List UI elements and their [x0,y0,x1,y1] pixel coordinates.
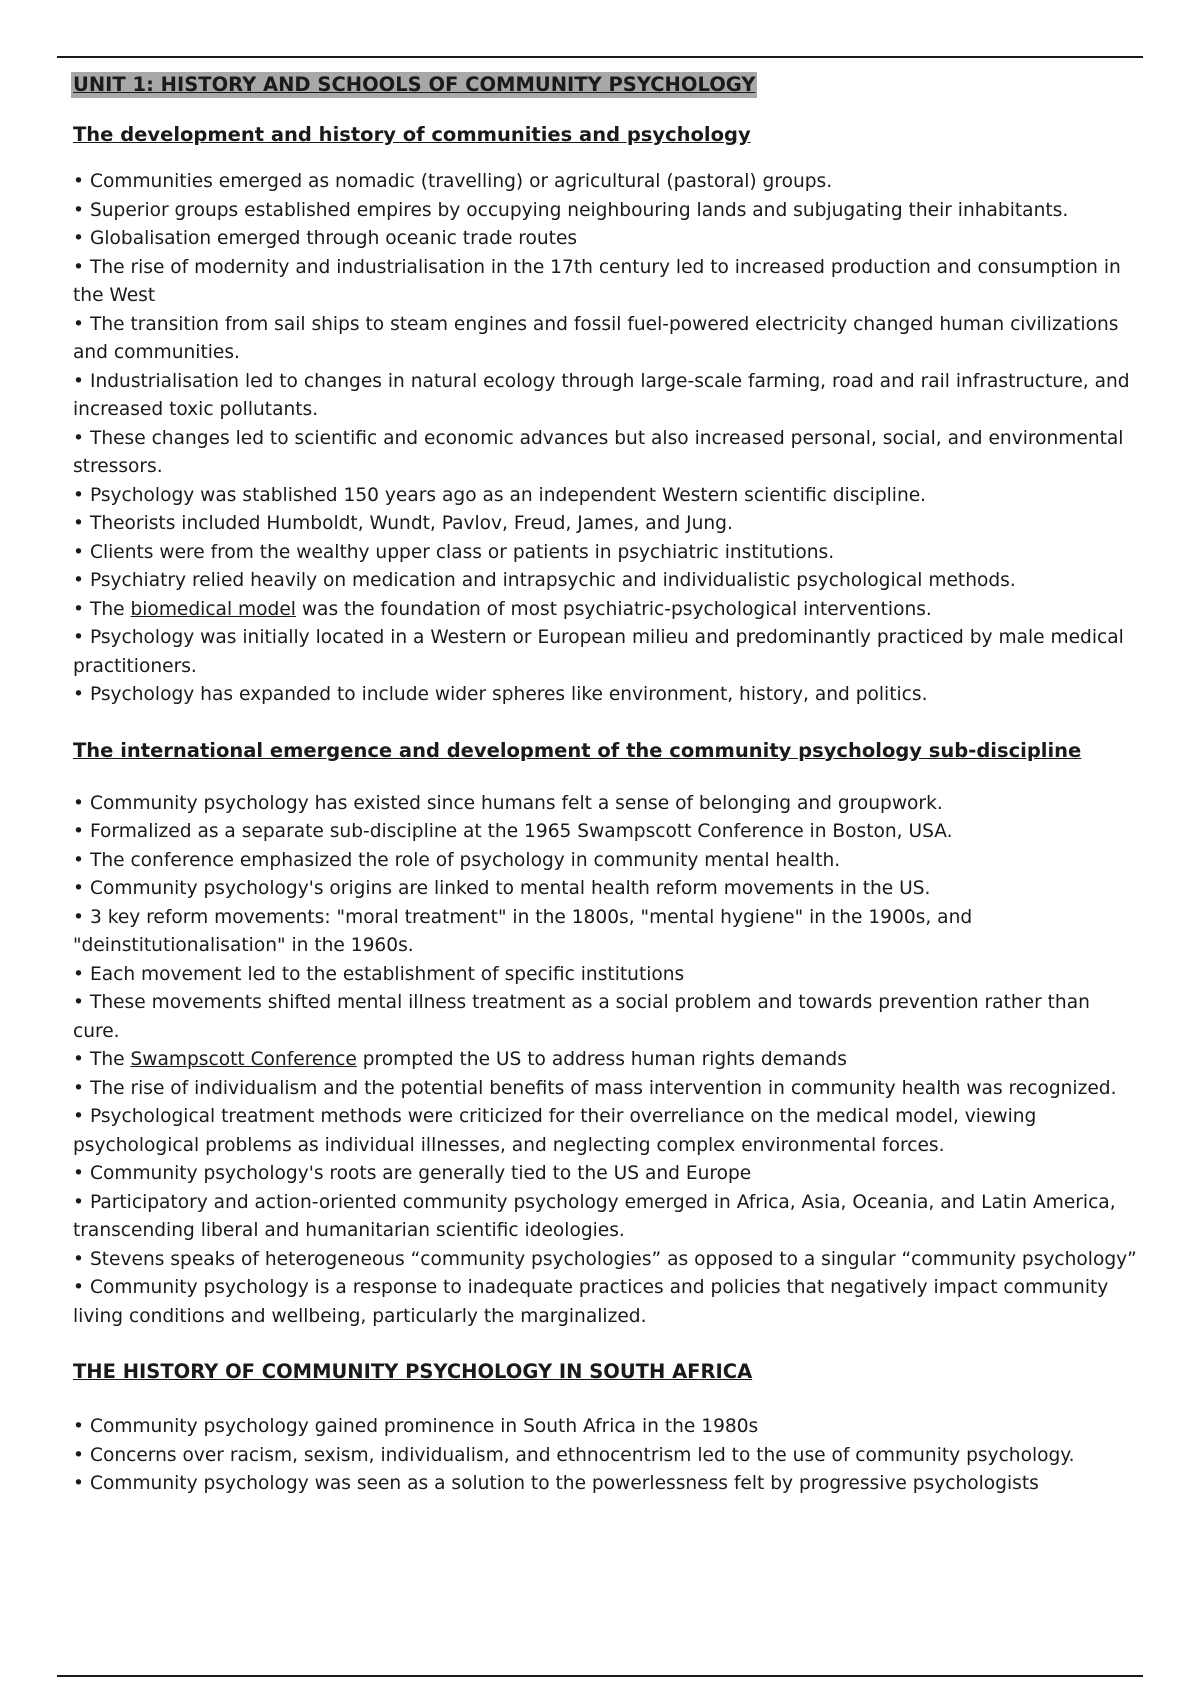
document-page [73,72,1138,1499]
bullet-icon: • [73,484,84,506]
bullet-icon: • [73,427,84,449]
bullet-text: The conference emphasized the role of psychology in community mental health. [89,849,841,871]
underlined-term: Swampscott Conference [130,1049,357,1070]
bullet-item [73,225,1138,254]
bullet-text: The rise of individualism and the potential benefits of mass intervention in community health was recognized. [89,1077,1117,1099]
bullet-icon: • [73,171,84,192]
bullet-text: Concerns over racism, sexism, individualism, and ethnocentrism led to the use of community psychology. [89,1444,1075,1466]
bullet-icon: • [73,878,84,899]
bullet-item [73,681,1138,710]
bullet-item [73,1470,1138,1499]
bullet-icon: • [73,541,84,563]
bullet-text: was the foundation of most psychiatric-psychological interventions. [295,598,932,620]
section-heading-international: The international emergence and development of the community psychology sub-discipline [73,738,1082,762]
bullet-icon: • [73,992,84,1013]
bullet-item [73,567,1138,596]
bullet-icon: • [73,1277,84,1298]
bullet-item [73,168,1138,197]
bullet-text: The transition from sail ships to steam engines and fossil fuel-powered electricity changed human civilizations and communities. [73,313,1119,363]
bullet-text: Superior groups established empires by occupying neighbouring lands and subjugating their inhabitants. [89,199,1069,221]
bullet-item [73,482,1138,511]
unit-title: UNIT 1: HISTORY AND SCHOOLS OF COMMUNITY PSYCHOLOGY [73,73,756,96]
bullet-item [73,790,1138,819]
bullet-list-south-africa [73,1413,1138,1499]
bullet-item [73,989,1138,1046]
bullet-item [73,624,1138,681]
bullet-text: Psychiatry relied heavily on medication and intrapsychic and individualistic psychological methods. [89,570,1016,591]
bullet-icon: • [73,627,84,648]
bullet-item [73,1413,1138,1442]
bullet-text: Community psychology is a response to inadequate practices and policies that negatively impact community living conditions and wellbeing, particularly the marginalized. [73,1277,1109,1327]
bullet-icon: • [73,228,84,249]
top-rule [57,56,1143,58]
bullet-text: Participatory and action-oriented community psychology emerged in Africa, Asia, Oceania, and Latin America, transcending liberal and humanitarian scientific ideologies. [73,1191,1116,1241]
bullet-text: Globalisation emerged through oceanic trade routes [89,228,578,249]
bullet-icon: • [73,1416,84,1437]
bullet-icon: • [73,570,84,591]
bullet-text: Community psychology gained prominence in South Africa in the 1980s [89,1416,759,1437]
bullet-icon: • [73,1191,84,1213]
bullet-icon: • [73,513,84,534]
bullet-list-international [73,790,1138,1332]
bullet-icon: • [73,1049,84,1070]
bullet-item [73,1160,1138,1189]
bullet-text: prompted the US to address human rights demands [356,1049,847,1070]
bullet-item [73,596,1138,625]
bullet-text: Community psychology's roots are generally tied to the US and Europe [89,1163,752,1184]
bullet-icon: • [73,1473,84,1494]
bullet-icon: • [73,256,84,278]
section-heading-south-africa: THE HISTORY OF COMMUNITY PSYCHOLOGY IN SOUTH AFRICA [73,1360,753,1383]
bullet-item [73,1046,1138,1075]
bullet-item [73,875,1138,904]
bullet-text: The [89,1049,131,1070]
bullet-item [73,847,1138,876]
bullet-item [73,818,1138,847]
bullet-item [73,425,1138,482]
bullet-icon: • [73,598,84,620]
section-heading-development: The development and history of communities and psychology [73,123,751,146]
bullet-item [73,197,1138,226]
bullet-list-development [73,168,1138,710]
bullet-item [73,539,1138,568]
bullet-icon: • [73,849,84,871]
bullet-item [73,904,1138,961]
bullet-text: Communities emerged as nomadic (travelling) or agricultural (pastoral) groups. [89,171,833,192]
bullet-text: Theorists included Humboldt, Wundt, Pavlov, Freud, James, and Jung. [89,513,733,534]
bullet-icon: • [73,313,84,335]
bullet-text: Formalized as a separate sub-discipline at the 1965 Swampscott Conference in Boston, USA. [89,821,953,842]
bullet-text: Community psychology has existed since humans felt a sense of belonging and groupwork. [89,792,943,814]
bottom-rule [57,1675,1143,1677]
bullet-text: Each movement led to the establishment of specific institutions [89,963,685,985]
bullet-item [73,254,1138,311]
bullet-text: These changes led to scientific and economic advances but also increased personal, social, and environmental stressors. [73,427,1124,477]
bullet-text: Psychology was initially located in a Western or European milieu and predominantly practiced by male medical practitioners. [73,627,1124,677]
bullet-item [73,1103,1138,1160]
bullet-text: Psychology was stablished 150 years ago as an independent Western scientific discipline. [89,484,927,506]
bullet-text: 3 key reform movements: "moral treatment" in the 1800s, "mental hygiene" in the 1900s, and "deinstitutionalisation" in the 1960s. [73,906,973,956]
bullet-item [73,510,1138,539]
bullet-item [73,368,1138,425]
bullet-text: The [89,598,131,620]
bullet-icon: • [73,370,84,392]
bullet-text: Clients were from the wealthy upper class or patients in psychiatric institutions. [89,541,835,563]
bullet-icon: • [73,684,84,705]
bullet-text: Industrialisation led to changes in natural ecology through large-scale farming, road and rail infrastructure, and increased toxic pollutants. [73,370,1130,420]
bullet-text: Community psychology's origins are linked to mental health reform movements in the US. [89,878,931,899]
bullet-text: Psychology has expanded to include wider spheres like environment, history, and politics. [89,684,928,705]
bullet-icon: • [73,821,84,842]
bullet-icon: • [73,1106,84,1127]
bullet-icon: • [73,199,84,221]
bullet-item [73,1442,1138,1471]
bullet-text: The rise of modernity and industrialisation in the 17th century led to increased production and consumption in the West [73,256,1121,306]
bullet-text: Psychological treatment methods were criticized for their overreliance on the medical model, viewing psychological problems as individual illnesses, and neglecting complex environmental forces. [73,1106,1037,1156]
underlined-term: biomedical model [130,598,296,620]
bullet-icon: • [73,792,84,814]
bullet-item [73,311,1138,368]
bullet-icon: • [73,1444,84,1466]
bullet-item [73,1246,1138,1275]
bullet-text: Community psychology was seen as a solution to the powerlessness felt by progressive psychologists [89,1473,1039,1494]
bullet-icon: • [73,1248,84,1270]
bullet-item [73,1075,1138,1104]
bullet-icon: • [73,963,84,985]
bullet-icon: • [73,1077,84,1099]
bullet-text: Stevens speaks of heterogeneous “community psychologies” as opposed to a singular “community psychology” [89,1248,1137,1270]
bullet-item [73,1189,1138,1246]
bullet-item [73,1274,1138,1331]
bullet-icon: • [73,1163,84,1184]
bullet-text: These movements shifted mental illness treatment as a social problem and towards prevention rather than cure. [73,992,1090,1042]
bullet-item [73,961,1138,990]
bullet-icon: • [73,906,84,928]
